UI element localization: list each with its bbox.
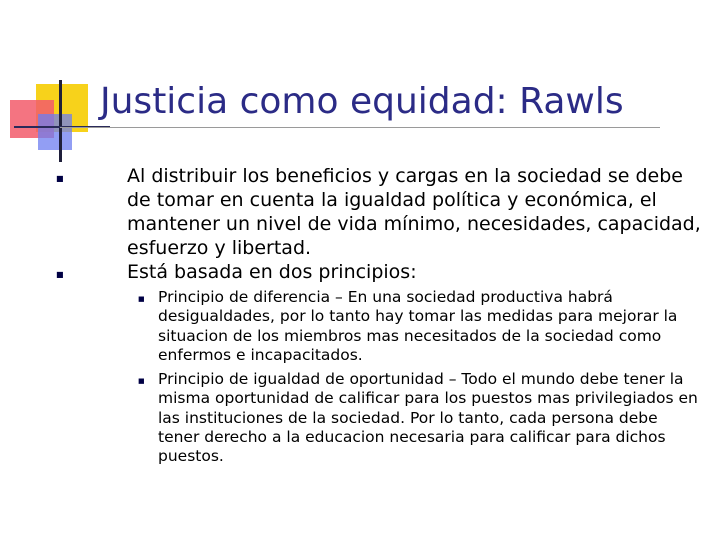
bullet-marker: ■	[56, 174, 64, 183]
sub-bullet-marker: ■	[138, 295, 145, 303]
sub-bullet-text: Principio de diferencia – En una sociedad productiva habrá desigualdades, por lo tanto hay tomar las medidas para mejorar la situacion de los miembros mas necesitados de la sociedad como enfermos e incapacitados.	[158, 288, 678, 364]
slide-title: Justicia como equidad: Rawls	[100, 81, 624, 122]
sub-bullet-marker: ■	[138, 377, 145, 385]
logo-vertical-line	[59, 80, 62, 162]
bullet-text: Al distribuir los beneficios y cargas en la sociedad se debe de tomar en cuenta la igualdad política y económica, el mantener un nivel de vida mínimo, necesidades, capacidad, esfuerzo y libertad.	[127, 165, 701, 259]
slide-logo	[0, 0, 110, 170]
logo-blue-square	[38, 114, 72, 150]
bullet-marker: ■	[56, 270, 64, 279]
title-underline	[60, 127, 660, 128]
sub-bullet-text: Principio de igualdad de oportunidad – Todo el mundo debe tener la misma oportunidad de calificar para los puestos mas privilegiados en las instituciones de la sociedad. Por lo tanto, cada persona debe tener derecho a la educacion necesaria para calificar para dichos puestos.	[158, 370, 698, 466]
bullet-text: Está basada en dos principios:	[127, 261, 417, 283]
